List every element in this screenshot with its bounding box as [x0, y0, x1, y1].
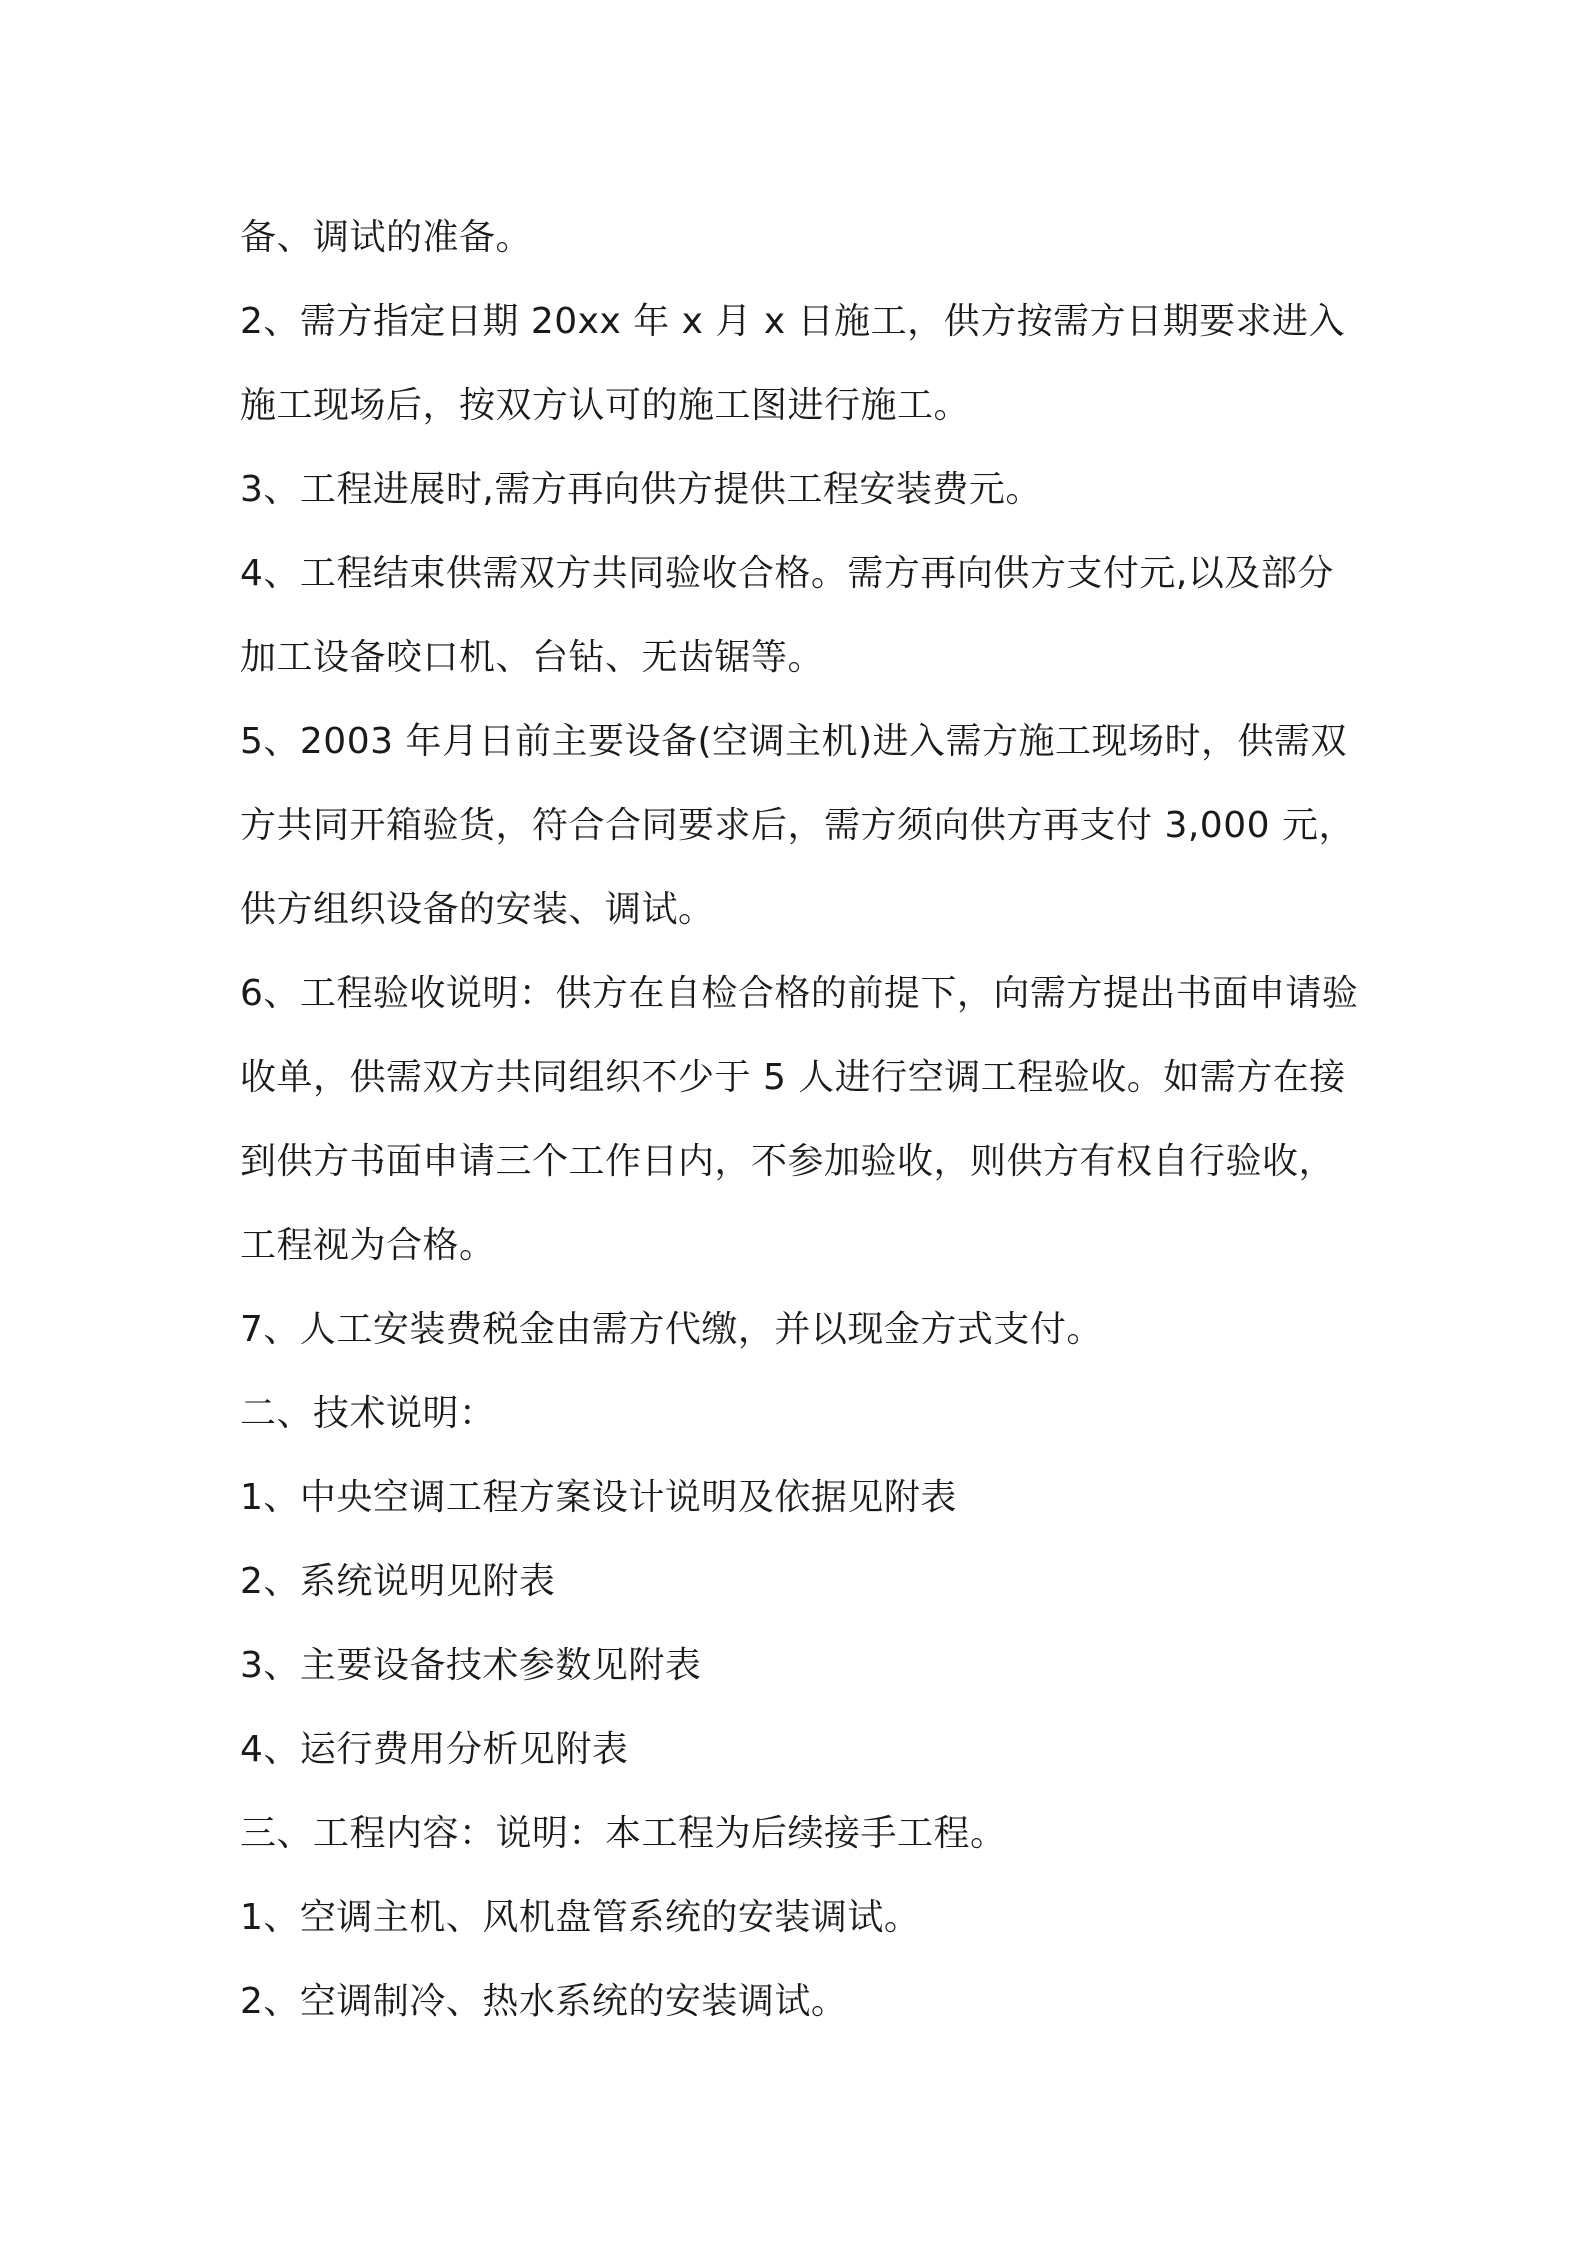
document-body: [240, 196, 1360, 2044]
paragraph-continuation: 备、调试的准备。: [240, 217, 533, 258]
paragraph-item-4-completion: 4、工程结束供需双方共同验收合格。需方再向供方支付元,以及部分加工设备咬口机、台钻、无齿锯等。: [240, 553, 1334, 678]
paragraph-item-5-equipment: 5、2003 年月日前主要设备(空调主机)进入需方施工现场时，供需双方共同开箱验货，符合合同要求后，需方须向供方再支付 3,000 元，供方组织设备的安装、调试。: [240, 721, 1355, 930]
paragraph-item-3-progress: 3、工程进展时,需方再向供方提供工程安装费元。: [240, 469, 1042, 510]
paragraph-tech-4: 4、运行费用分析见附表: [240, 1729, 629, 1770]
paragraph-tech-3: 3、主要设备技术参数见附表: [240, 1645, 702, 1686]
paragraph-tech-2: 2、系统说明见附表: [240, 1561, 556, 1602]
paragraph-tech-1: 1、中央空调工程方案设计说明及依据见附表: [240, 1477, 957, 1518]
paragraph-scope-1: 1、空调主机、风机盘管系统的安装调试。: [240, 1897, 921, 1938]
paragraph-item-7-tax: 7、人工安装费税金由需方代缴，并以现金方式支付。: [240, 1309, 1103, 1350]
paragraph-scope-2: 2、空调制冷、热水系统的安装调试。: [240, 1981, 848, 2022]
paragraph-item-2-schedule: 2、需方指定日期 20xx 年 x 月 x 日施工，供方按需方日期要求进入施工现场后，按双方认可的施工图进行施工。: [240, 301, 1346, 426]
section-heading-technical: 二、技术说明：: [240, 1393, 496, 1434]
paragraph-item-6-acceptance: 6、工程验收说明：供方在自检合格的前提下，向需方提出书面申请验收单，供需双方共同组织不少于 5 人进行空调工程验收。如需方在接到供方书面申请三个工作日内，不参加验收，则供方有权自行验收，工程视为合格。: [240, 973, 1359, 1266]
section-heading-scope: 三、工程内容：说明：本工程为后续接手工程。: [240, 1813, 1007, 1854]
